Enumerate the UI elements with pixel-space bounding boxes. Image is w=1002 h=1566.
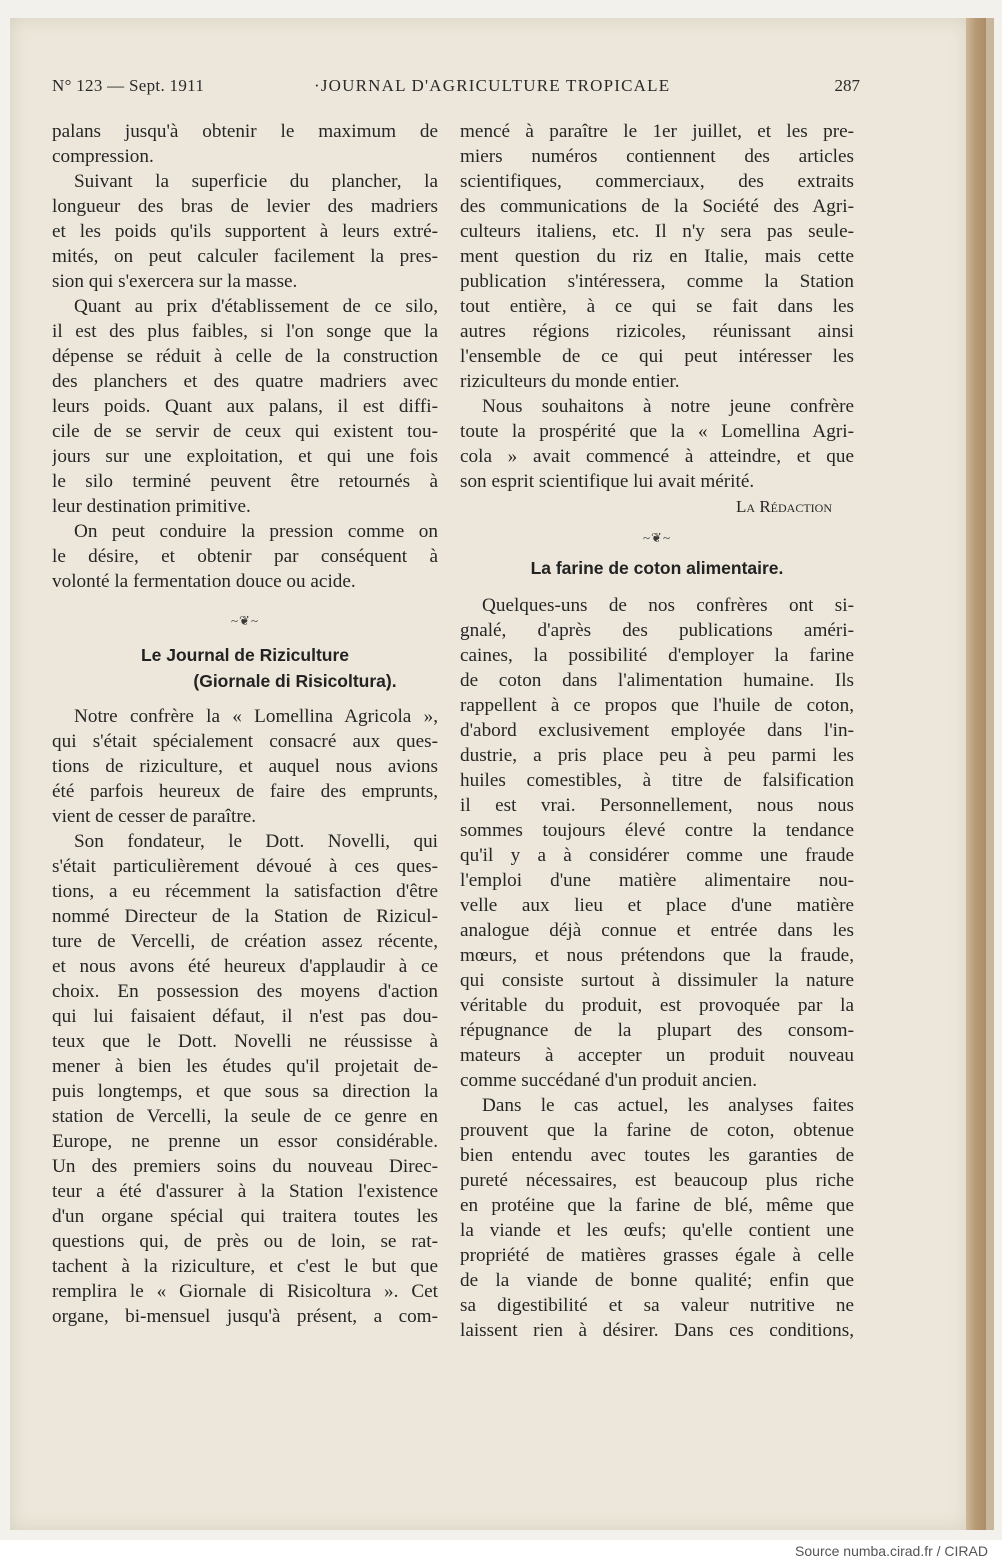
text-line: tions de riziculture, et auquel nous avions (52, 756, 438, 777)
text-line: compression. (52, 146, 154, 167)
text-line: scientifiques, commerciaux, des extraits (460, 171, 854, 192)
paragraph-souhaits (460, 394, 854, 494)
text-line: sion qui s'exercera sur la masse. (52, 271, 298, 292)
text-line: d'abord exclusivement employée dans l'in- (460, 720, 854, 741)
text-line: de la viande de bonne qualité; enfin que (460, 1270, 854, 1291)
text-line: jours sur une exploitation, et qui une fois (52, 446, 438, 467)
text-line: Quelques-uns de nos confrères ont si- (482, 595, 854, 616)
text-line: son esprit scientifique lui avait mérité. (460, 471, 755, 492)
page-number: 287 (834, 76, 860, 95)
text-line: la viande et les œufs; qu'elle contient une (460, 1220, 854, 1241)
text-line: de coton dans l'alimentation humaine. Ils (460, 670, 854, 691)
text-line: organe, bi-mensuel jusqu'à présent, a com- (52, 1306, 438, 1327)
text-line: Suivant la superficie du plancher, la (74, 171, 438, 192)
text-line: choix. En possession des moyens d'action (52, 981, 438, 1002)
text-line: leurs poids. Quant aux palans, il est diffi- (52, 396, 438, 417)
text-line: publication s'intéressera, comme la Station (460, 271, 854, 292)
text-line: il est vrai. Personnellement, nous nous (460, 795, 854, 816)
text-line: teur a été d'assurer à la Station l'existence (52, 1181, 438, 1202)
right-column (460, 119, 854, 1343)
text-line: d'un organe spécial qui traitera toutes les (52, 1206, 438, 1227)
page-edge-shadow (986, 18, 994, 1530)
text-line: toute la prospérité que la « Lomellina Agri- (460, 421, 854, 442)
text-line: laissent rien à désirer. Dans ces conditions, (460, 1320, 854, 1341)
text-line: l'ensemble de ce qui peut intéresser les (460, 346, 854, 367)
text-line: mateurs à accepter un produit nouveau (460, 1045, 854, 1066)
text-line: des planchers et des quatre madriers avec (52, 371, 438, 392)
journal-title: ·JOURNAL D'AGRICULTURE TROPICALE (314, 76, 671, 95)
text-line: ment question du riz en Italie, mais cette (460, 246, 854, 267)
text-line: puis longtemps, et que sous sa direction la (52, 1081, 438, 1102)
text-line: s'était particulièrement dévoué à ces ques- (52, 856, 438, 877)
paragraph-superficie (52, 169, 438, 294)
text-line: l'emploi d'une matière alimentaire nou- (460, 870, 854, 891)
paragraph-pression (52, 519, 438, 594)
text-line: teux que le Dott. Novelli ne réussisse à (52, 1031, 438, 1052)
text-line: mités, on peut calculer facilement la pres- (52, 246, 438, 267)
article-title-farine-coton: La farine de coton alimentaire. (530, 558, 784, 578)
text-line: sommes toujours élevé contre la tendance (460, 820, 854, 841)
text-line: dustrie, a pris place peu à peu parmi les (460, 745, 854, 766)
text-line: le silo terminé peuvent être retournés à (52, 471, 438, 492)
text-line: tions, a eu récemment la satisfaction d'être (52, 881, 438, 902)
text-line: huiles comestibles, à titre de falsification (460, 770, 854, 791)
paragraph-lomellina (52, 704, 438, 829)
text-line: ture de Vercelli, de création assez récente, (52, 931, 438, 952)
text-line: nommé Directeur de la Station de Rizicul- (52, 906, 438, 927)
text-line: remplira le « Giornale di Risicoltura ». Cet (52, 1281, 438, 1302)
text-line: Quant au prix d'établissement de ce silo, (74, 296, 438, 317)
text-line: Son fondateur, le Dott. Novelli, qui (74, 831, 438, 852)
text-line: analogue déjà connue et entrée dans les (460, 920, 854, 941)
text-line: et les poids qu'ils supportent à leurs extré- (52, 221, 438, 242)
text-line: caines, la possibilité d'employer la farine (460, 645, 854, 666)
issue-date: N° 123 — Sept. 1911 (52, 76, 205, 95)
text-line: volonté la fermentation douce ou acide. (52, 571, 356, 592)
text-line: station de Vercelli, la seule de ce genre en (52, 1106, 438, 1127)
ornament-divider: ~❦~ (231, 613, 259, 628)
text-line: tout entière, à ce qui se fait dans les (460, 296, 854, 317)
text-line: riziculteurs du monde entier. (460, 371, 680, 392)
text-line: mœurs, et nous prétendons que la fraude, (460, 945, 854, 966)
paragraph-farine-intro (460, 593, 854, 1093)
signature-redaction: La Rédaction (736, 497, 832, 516)
text-line: mener à bien les études qu'il projetait de- (52, 1056, 438, 1077)
text-line: vient de cesser de paraître. (52, 806, 257, 827)
text-line: et nous avons été heureux d'applaudir à ce (52, 956, 438, 977)
text-line: miers numéros contiennent des articles (460, 146, 854, 167)
text-line: rappellent à ce propos que l'huile de coton, (460, 695, 854, 716)
text-line: prouvent que la farine de coton, obtenue (460, 1120, 854, 1141)
article-title-riziculture: Le Journal de Riziculture (140, 645, 350, 665)
text-line: longueur des bras de levier des madriers (52, 196, 438, 217)
text-line: bien entendu avec toutes les garanties de (460, 1145, 854, 1166)
text-line: le désire, et obtenir par conséquent à (52, 546, 438, 567)
text-line: qui lui faisaient défaut, il n'est pas dou- (52, 1006, 438, 1027)
text-line: Dans le cas actuel, les analyses faites (482, 1095, 854, 1116)
paragraph-compression (52, 119, 438, 169)
text-line: comme succédané d'un produit ancien. (460, 1070, 758, 1091)
page-edge (966, 18, 988, 1530)
text-line: mencé à paraître le 1er juillet, et les pre- (460, 121, 854, 142)
text-line: gnalé, d'après des publications améri- (460, 620, 854, 641)
text-line: Un des premiers soins du nouveau Direc- (52, 1156, 438, 1177)
text-line: il est des plus faibles, si l'on songe que la (52, 321, 438, 342)
text-line: des communications de la Société des Agri- (460, 196, 854, 217)
text-line: questions qui, de près ou de loin, se rat- (52, 1231, 438, 1252)
text-line: qu'il y a à considérer comme une fraude (460, 845, 854, 866)
running-header (52, 76, 860, 98)
text-line: palans jusqu'à obtenir le maximum de (52, 121, 438, 142)
left-column (52, 119, 438, 1329)
text-line: cola » avait commencé à atteindre, et que (460, 446, 854, 467)
text-line: autres régions rizicoles, réunissant ainsi (460, 321, 854, 342)
text-line: véritable du produit, est provoquée par la (460, 995, 854, 1016)
paragraph-analyses (460, 1093, 854, 1343)
text-line: sa digestibilité et sa valeur nutritive ne (460, 1295, 854, 1316)
text-line: Notre confrère la « Lomellina Agricola », (74, 706, 438, 727)
text-line: tachent à la riziculture, et c'est le but que (52, 1256, 438, 1277)
paragraph-novelli (52, 829, 438, 1329)
text-line: pureté nécessaires, est beaucoup plus riche (460, 1170, 854, 1191)
text-line: en protéine que la farine de blé, même que (460, 1195, 854, 1216)
text-line: Europe, ne prenne un essor considérable. (52, 1131, 438, 1152)
text-line: dépense se réduit à celle de la construction (52, 346, 438, 367)
paragraph-prix (52, 294, 438, 519)
paragraph-giornale (460, 119, 854, 394)
article-subtitle-risicoltura: (Giornale di Risicoltura). (193, 671, 397, 691)
text-line: propriété de matières grasses égale à celle (460, 1245, 854, 1266)
text-line: qui s'était spécialement consacré aux ques- (52, 731, 438, 752)
text-line: velle aux lieu et place d'une matière (460, 895, 854, 916)
source-credit: Source numba.cirad.fr / CIRAD (795, 1543, 988, 1559)
text-line: culteurs italiens, etc. Il n'y sera pas seule- (460, 221, 854, 242)
ornament-divider: ~❦~ (643, 530, 671, 545)
text-line: On peut conduire la pression comme on (74, 521, 438, 542)
text-line: leur destination primitive. (52, 496, 251, 517)
text-line: Nous souhaitons à notre jeune confrère (482, 396, 854, 417)
text-line: cile de se servir de ceux qui existent tou- (52, 421, 438, 442)
text-line: été parfois heureux de faire des emprunts, (52, 781, 438, 802)
text-line: qui consiste surtout à dissimuler la nature (460, 970, 854, 991)
text-line: répugnance de la plupart des consom- (460, 1020, 854, 1041)
